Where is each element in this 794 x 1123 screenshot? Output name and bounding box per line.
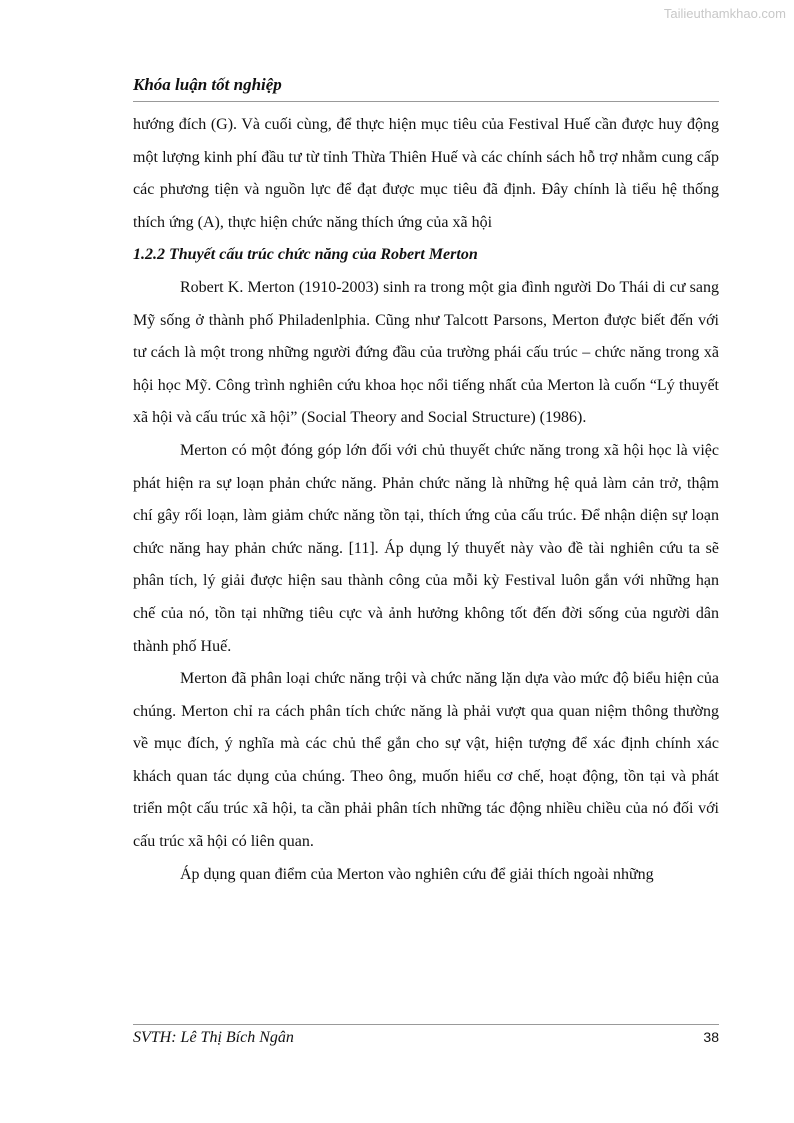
footer-author: SVTH: Lê Thị Bích Ngân (133, 1029, 294, 1046)
paragraph-1: hướng đích (G). Và cuối cùng, để thực hiện mục tiêu của Festival Huế cần được huy động một lượng kinh phí đầu tư từ tỉnh Thừa Thiên Huế và các chính sách hỗ trợ nhằm cung cấp các phương tiện và nguồn lực để đạt được mục tiêu đã định. Đây chính là tiểu hệ thống thích ứng (A), thực hiện chức năng thích ứng của xã hội (133, 116, 719, 231)
page-footer (133, 1024, 719, 1047)
paragraph-3: Merton có một đóng góp lớn đối với chủ thuyết chức năng trong xã hội học là việc phát hiện ra sự loạn phản chức năng. Phản chức năng là những hệ quả làm cản trở, thậm chí gây rối loạn, làm giảm chức năng tồn tại, thích ứng của cấu trúc. Để nhận diện sự loạn chức năng hay phản chức năng. [11]. Áp dụng lý thuyết này vào đề tài nghiên cứu ta sẽ phân tích, lý giải được hiện sau thành công của mỗi kỳ Festival luôn gắn với những hạn chế của nó, tồn tại những tiêu cực và ảnh hưởng không tốt đến đời sống của người dân thành phố Huế. (133, 441, 719, 655)
page-header (133, 75, 719, 102)
paragraph-4: Merton đã phân loại chức năng trội và chức năng lặn dựa vào mức độ biểu hiện của chúng. Merton chỉ ra cách phân tích chức năng là phải vượt qua quan niệm thông thường về mục đích, ý nghĩa mà các chủ thể gắn cho sự vật, hiện tượng để xác định chính xác khách quan tác dụng của chúng. Theo ông, muốn hiểu cơ chế, hoạt động, tồn tại và phát triển một cấu trúc xã hội, ta cần phải phân tích những tác động nhiều chiều của nó đối với cấu trúc xã hội có liên quan. (133, 670, 719, 851)
document-body (133, 109, 719, 891)
header-title: Khóa luận tốt nghiệp (133, 75, 282, 94)
page-number: 38 (703, 1029, 719, 1045)
watermark: Tailieuthamkhao.com (663, 6, 786, 21)
section-heading: 1.2.2 Thuyết cấu trúc chức năng của Robert Merton (133, 246, 478, 264)
paragraph-2: Robert K. Merton (1910-2003) sinh ra trong một gia đình người Do Thái di cư sang Mỹ sống ở thành phố Philadenlphia. Cũng như Talcott Parsons, Merton được biết đến với tư cách là một trong những người đứng đầu của trường phái cấu trúc – chức năng trong xã hội học Mỹ. Công trình nghiên cứu khoa học nổi tiếng nhất của Merton là cuốn “Lý thuyết xã hội và cấu trúc xã hội” (Social Theory and Social Structure) (1986). (133, 278, 719, 427)
paragraph-5: Áp dụng quan điểm của Merton vào nghiên cứu để giải thích ngoài những (180, 865, 654, 883)
